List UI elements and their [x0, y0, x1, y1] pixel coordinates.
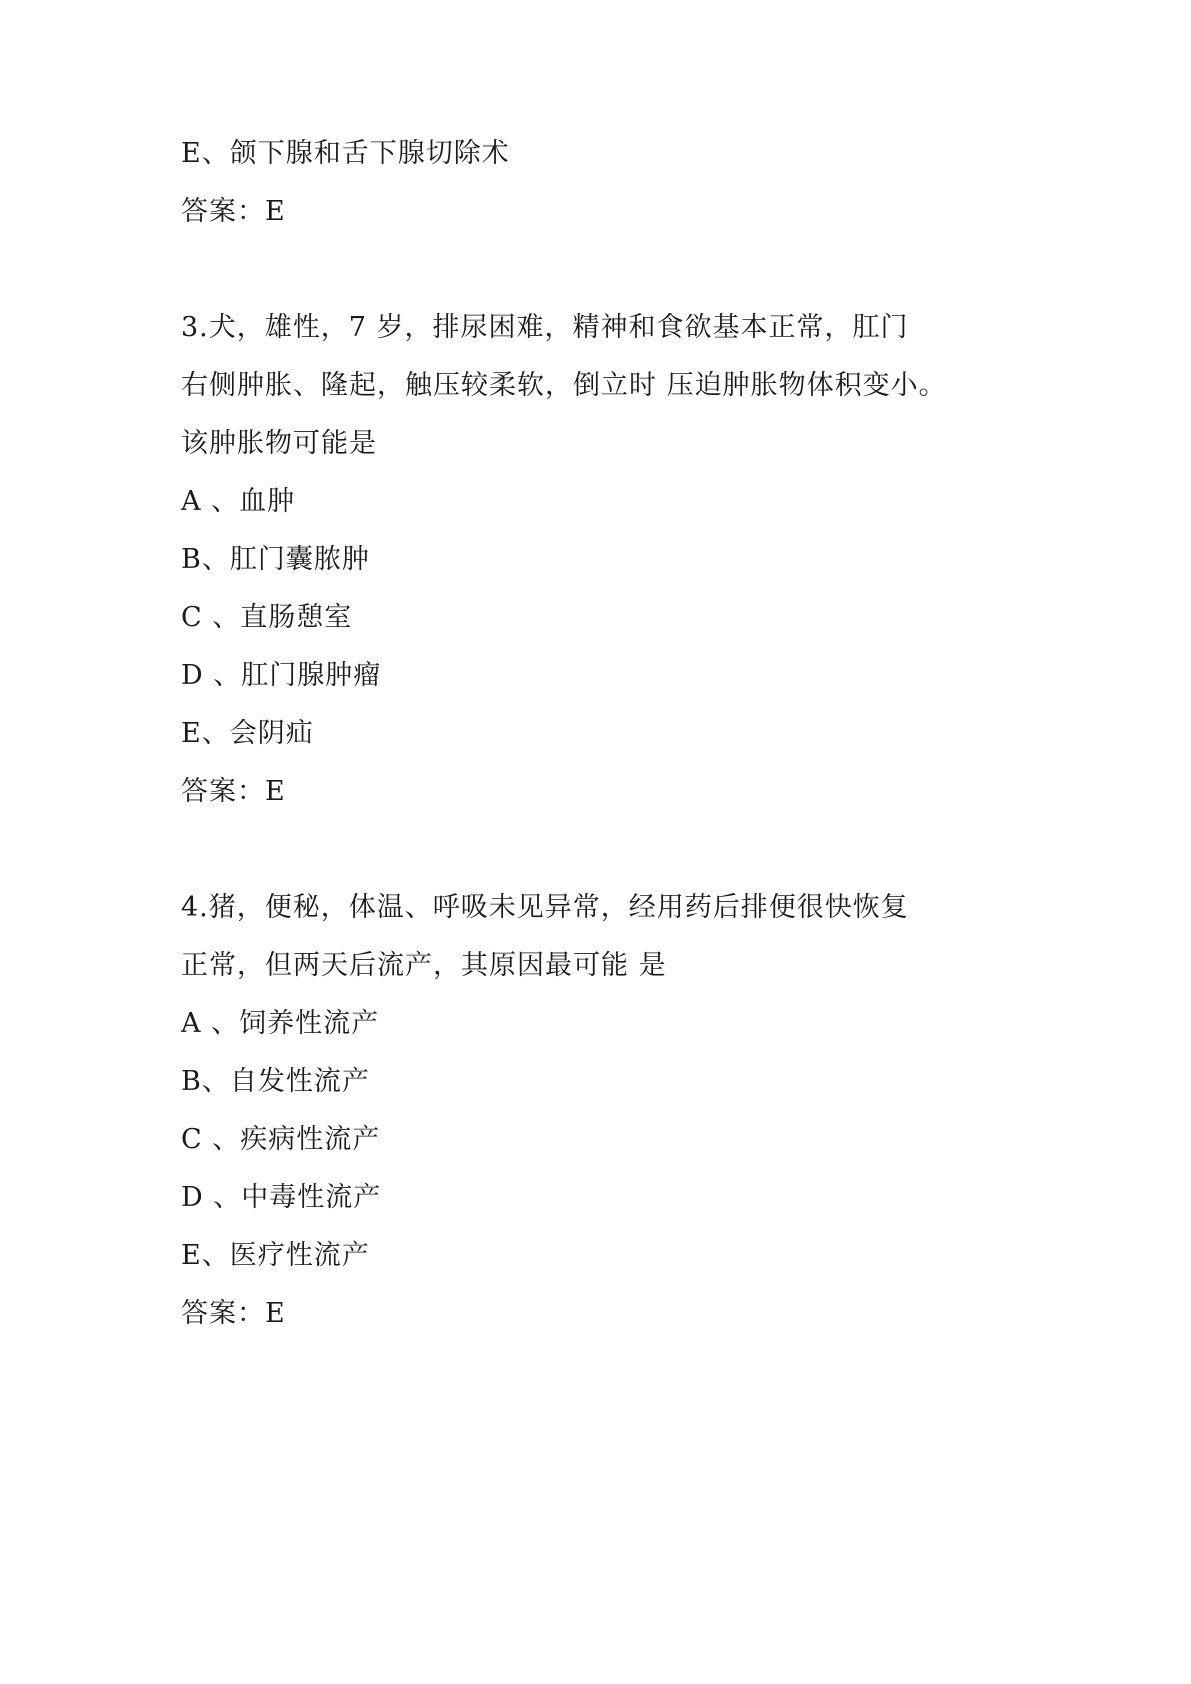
q3-stem-line-1: 3.犬，雄性，7 岁，排尿困难，精神和食欲基本正常，肛门	[181, 312, 909, 343]
q4-option-c: C 、疾病性流产	[181, 1124, 381, 1155]
q4-answer: 答案：E	[181, 1298, 286, 1329]
q4-option-e: E、医疗性流产	[181, 1240, 370, 1271]
q3-option-b: B、肛门囊脓肿	[181, 544, 370, 575]
q4-option-a: A 、饲养性流产	[181, 1008, 380, 1039]
q3-option-a: A 、血肿	[181, 486, 296, 517]
q3-stem-line-2: 右侧肿胀、隆起，触压较柔软，倒立时 压迫肿胀物体积变小。	[181, 370, 947, 401]
prev-option-e: E、颌下腺和舌下腺切除术	[181, 138, 510, 169]
q3-answer: 答案：E	[181, 776, 286, 807]
q3-option-d: D 、肛门腺肿瘤	[181, 660, 382, 691]
q3-stem-line-3: 该肿胀物可能是	[181, 428, 377, 459]
prev-answer: 答案：E	[181, 196, 286, 227]
q4-option-d: D 、中毒性流产	[181, 1182, 382, 1213]
q4-stem-line-1: 4.猪，便秘，体温、呼吸未见异常，经用药后排便很快恢复	[181, 892, 909, 923]
q3-option-c: C 、直肠憩室	[181, 602, 353, 633]
q4-stem-line-2: 正常，但两天后流产，其原因最可能 是	[181, 950, 667, 981]
q3-option-e: E、会阴疝	[181, 718, 314, 749]
q4-option-b: B、自发性流产	[181, 1066, 370, 1097]
